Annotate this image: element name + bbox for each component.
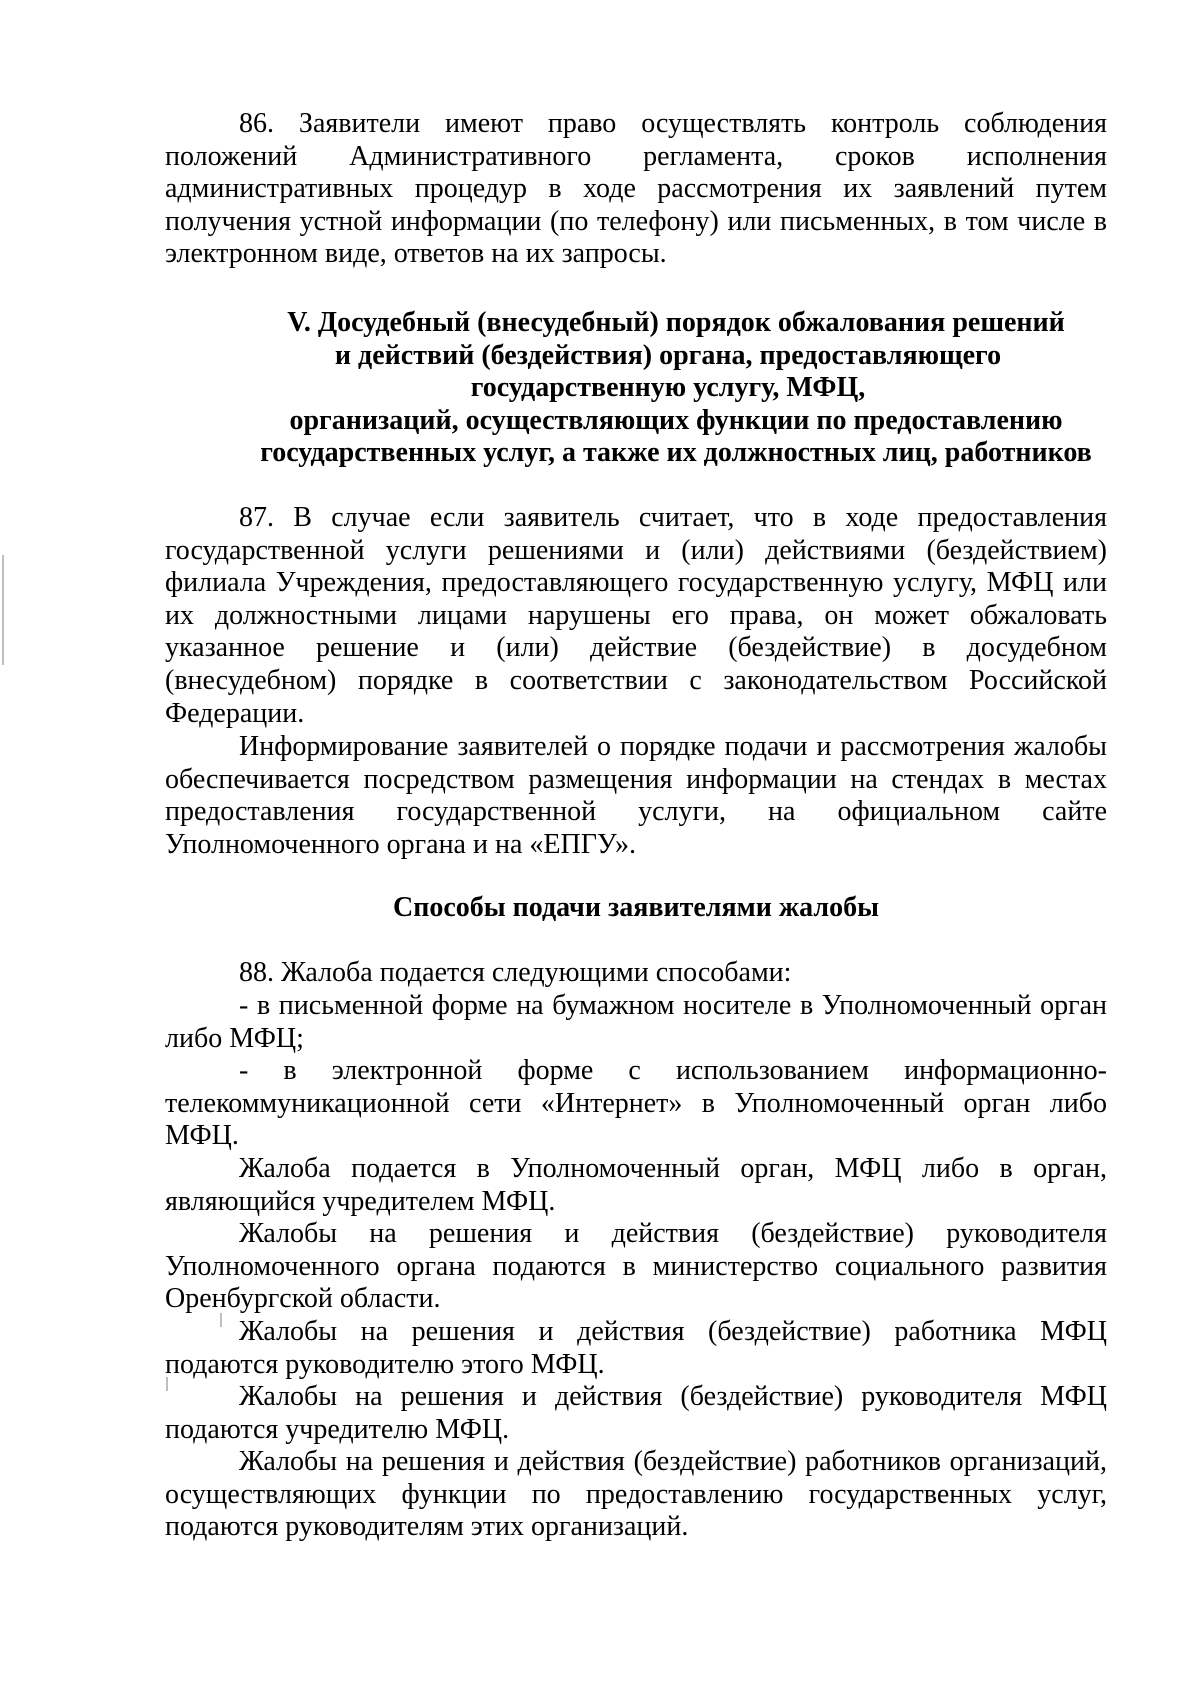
section-v-heading-line: и действий (бездействия) органа, предоставляющего — [334, 339, 1002, 371]
paragraph-87: 87. В случае если заявитель считает, что в ходе предоставления государственной услуги решениями и (или) действиями (бездействием) филиала Учреждения, предоставляющего государственную услугу, МФЦ или их должностными лицами нарушены его права, он может обжаловать указанное решение и (или) действие (бездействие) в досудебном (внесудебном) порядке в соответствии с законодательством Российской Федерации. — [165, 502, 1107, 729]
scan-edge-mark — [2, 555, 4, 665]
section-v-heading-line: V. Досудебный (внесудебный) порядок обжалования решений — [287, 307, 1065, 338]
paragraph-88-item-electronic: - в электронной форме с использованием информационно-телекоммуникационной сети «Интернет» в Уполномоченный орган либо МФЦ. — [165, 1055, 1107, 1152]
paragraph-88-head-of-authority: Жалобы на решения и действия (бездействие) руководителя Уполномоченного органа подаются в министерство социального развития Оренбургской области. — [165, 1218, 1107, 1315]
section-v-heading-line: государственную услугу, МФЦ, — [470, 372, 866, 404]
section-v-heading — [165, 307, 1107, 470]
paragraph-88-organizations: Жалобы на решения и действия (бездействие) работников организаций, осуществляющих функции по предоставлению государственных услуг, подаются руководителям этих организаций. — [165, 1446, 1107, 1543]
section-v-heading-line: государственных услуг, а также их должностных лиц, работников — [260, 437, 1092, 469]
paragraph-88-mfc-head: Жалобы на решения и действия (бездействие) руководителя МФЦ подаются учредителю МФЦ. — [165, 1381, 1107, 1445]
paragraph-88: 88. Жалоба подается следующими способами: — [239, 957, 792, 988]
section-v-heading-line: организаций, осуществляющих функции по предоставлению — [289, 404, 1063, 436]
paragraph-88-item-paper: - в письменной форме на бумажном носителе в Уполномоченный орган либо МФЦ; — [165, 990, 1107, 1054]
paragraph-87-info: Информирование заявителей о порядке подачи и рассмотрения жалобы обеспечивается посредством размещения информации на стендах в местах предоставления государственной услуги, на официальном сайте Уполномоченного органа и на «ЕПГУ». — [165, 731, 1107, 860]
paragraph-86: 86. Заявители имеют право осуществлять контроль соблюдения положений Административного регламента, сроков исполнения административных процедур в ходе рассмотрения их заявлений путем получения устной информации (по телефону) или письменных, в том числе в электронном виде, ответов на их запросы. — [165, 108, 1107, 270]
paragraph-88-mfc-employee: Жалобы на решения и действия (бездействие) работника МФЦ подаются руководителю этого МФЦ. — [165, 1316, 1107, 1380]
methods-heading: Способы подачи заявителями жалобы — [393, 892, 879, 923]
paragraph-88-where: Жалоба подается в Уполномоченный орган, МФЦ либо в орган, являющийся учредителем МФЦ. — [165, 1153, 1107, 1217]
